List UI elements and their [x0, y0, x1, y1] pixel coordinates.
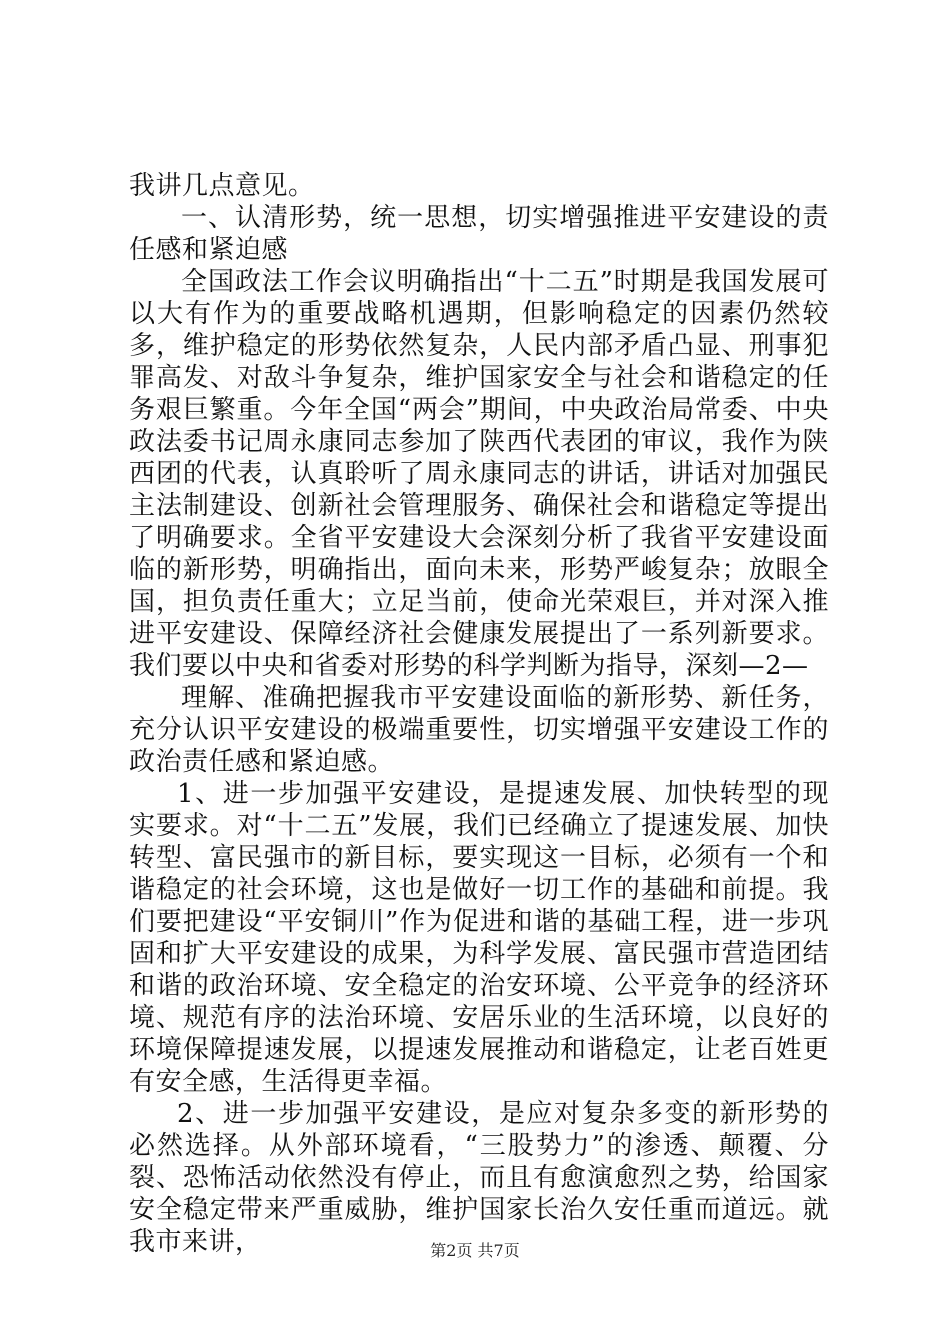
document-body [129, 170, 829, 1258]
page-number-footer: 第2页 共7页 [430, 1241, 520, 1260]
paragraph-understanding: 理解、准确把握我市平安建设面临的新形势、新任务，充分认识平安建设的极端重要性，切实增强平安建设工作的政治责任感和紧迫感。 [129, 683, 829, 777]
paragraph-opening: 我讲几点意见。 [129, 171, 315, 201]
paragraph-situation: 全国政法工作会议明确指出“十二五”时期是我国发展可以大有作为的重要战略机遇期，但影响稳定的因素仍然较多，维护稳定的形势依然复杂，人民内部矛盾凸显、刑事犯罪高发、对敌斗争复杂，维护国家安全与社会和谐稳定的任务艰巨繁重。今年全国“两会”期间，中央政治局常委、中央政法委书记周永康同志参加了陕西代表团的审议，我作为陕西团的代表，认真聆听了周永康同志的讲话，讲话对加强民主法制建设、创新社会管理服务、确保社会和谐稳定等提出了明确要求。全省平安建设大会深刻分析了我省平安建设面临的新形势，明确指出，面向未来，形势严峻复杂；放眼全国，担负责任重大；立足当前，使命光荣艰巨，并对深入推进平安建设、保障经济社会健康发展提出了一系列新要求。我们要以中央和省委对形势的科学判断为指导，深刻—2— [129, 267, 829, 681]
paragraph-point-2: 2、进一步加强平安建设，是应对复杂多变的新形势的必然选择。从外部环境看，“三股势力”的渗透、颠覆、分裂、恐怖活动依然没有停止，而且有愈演愈烈之势，给国家安全稳定带来严重威胁，维护国家长治久安任重而道远。就我市来讲， [129, 1099, 829, 1257]
paragraph-point-1: 1、进一步加强平安建设，是提速发展、加快转型的现实要求。对“十二五”发展，我们已经确立了提速发展、加快转型、富民强市的新目标，要实现这一目标，必须有一个和谐稳定的社会环境，这也是做好一切工作的基础和前提。我们要把建设“平安铜川”作为促进和谐的基础工程，进一步巩固和扩大平安建设的成果，为科学发展、富民强市营造团结和谐的政治环境、安全稳定的治安环境、公平竞争的经济环境、规范有序的法治环境、安居乐业的生活环境，以良好的环境保障提速发展，以提速发展推动和谐稳定，让老百姓更有安全感，生活得更幸福。 [129, 779, 829, 1097]
section-heading: 一、认清形势，统一思想，切实增强推进平安建设的责任感和紧迫感 [129, 203, 829, 265]
